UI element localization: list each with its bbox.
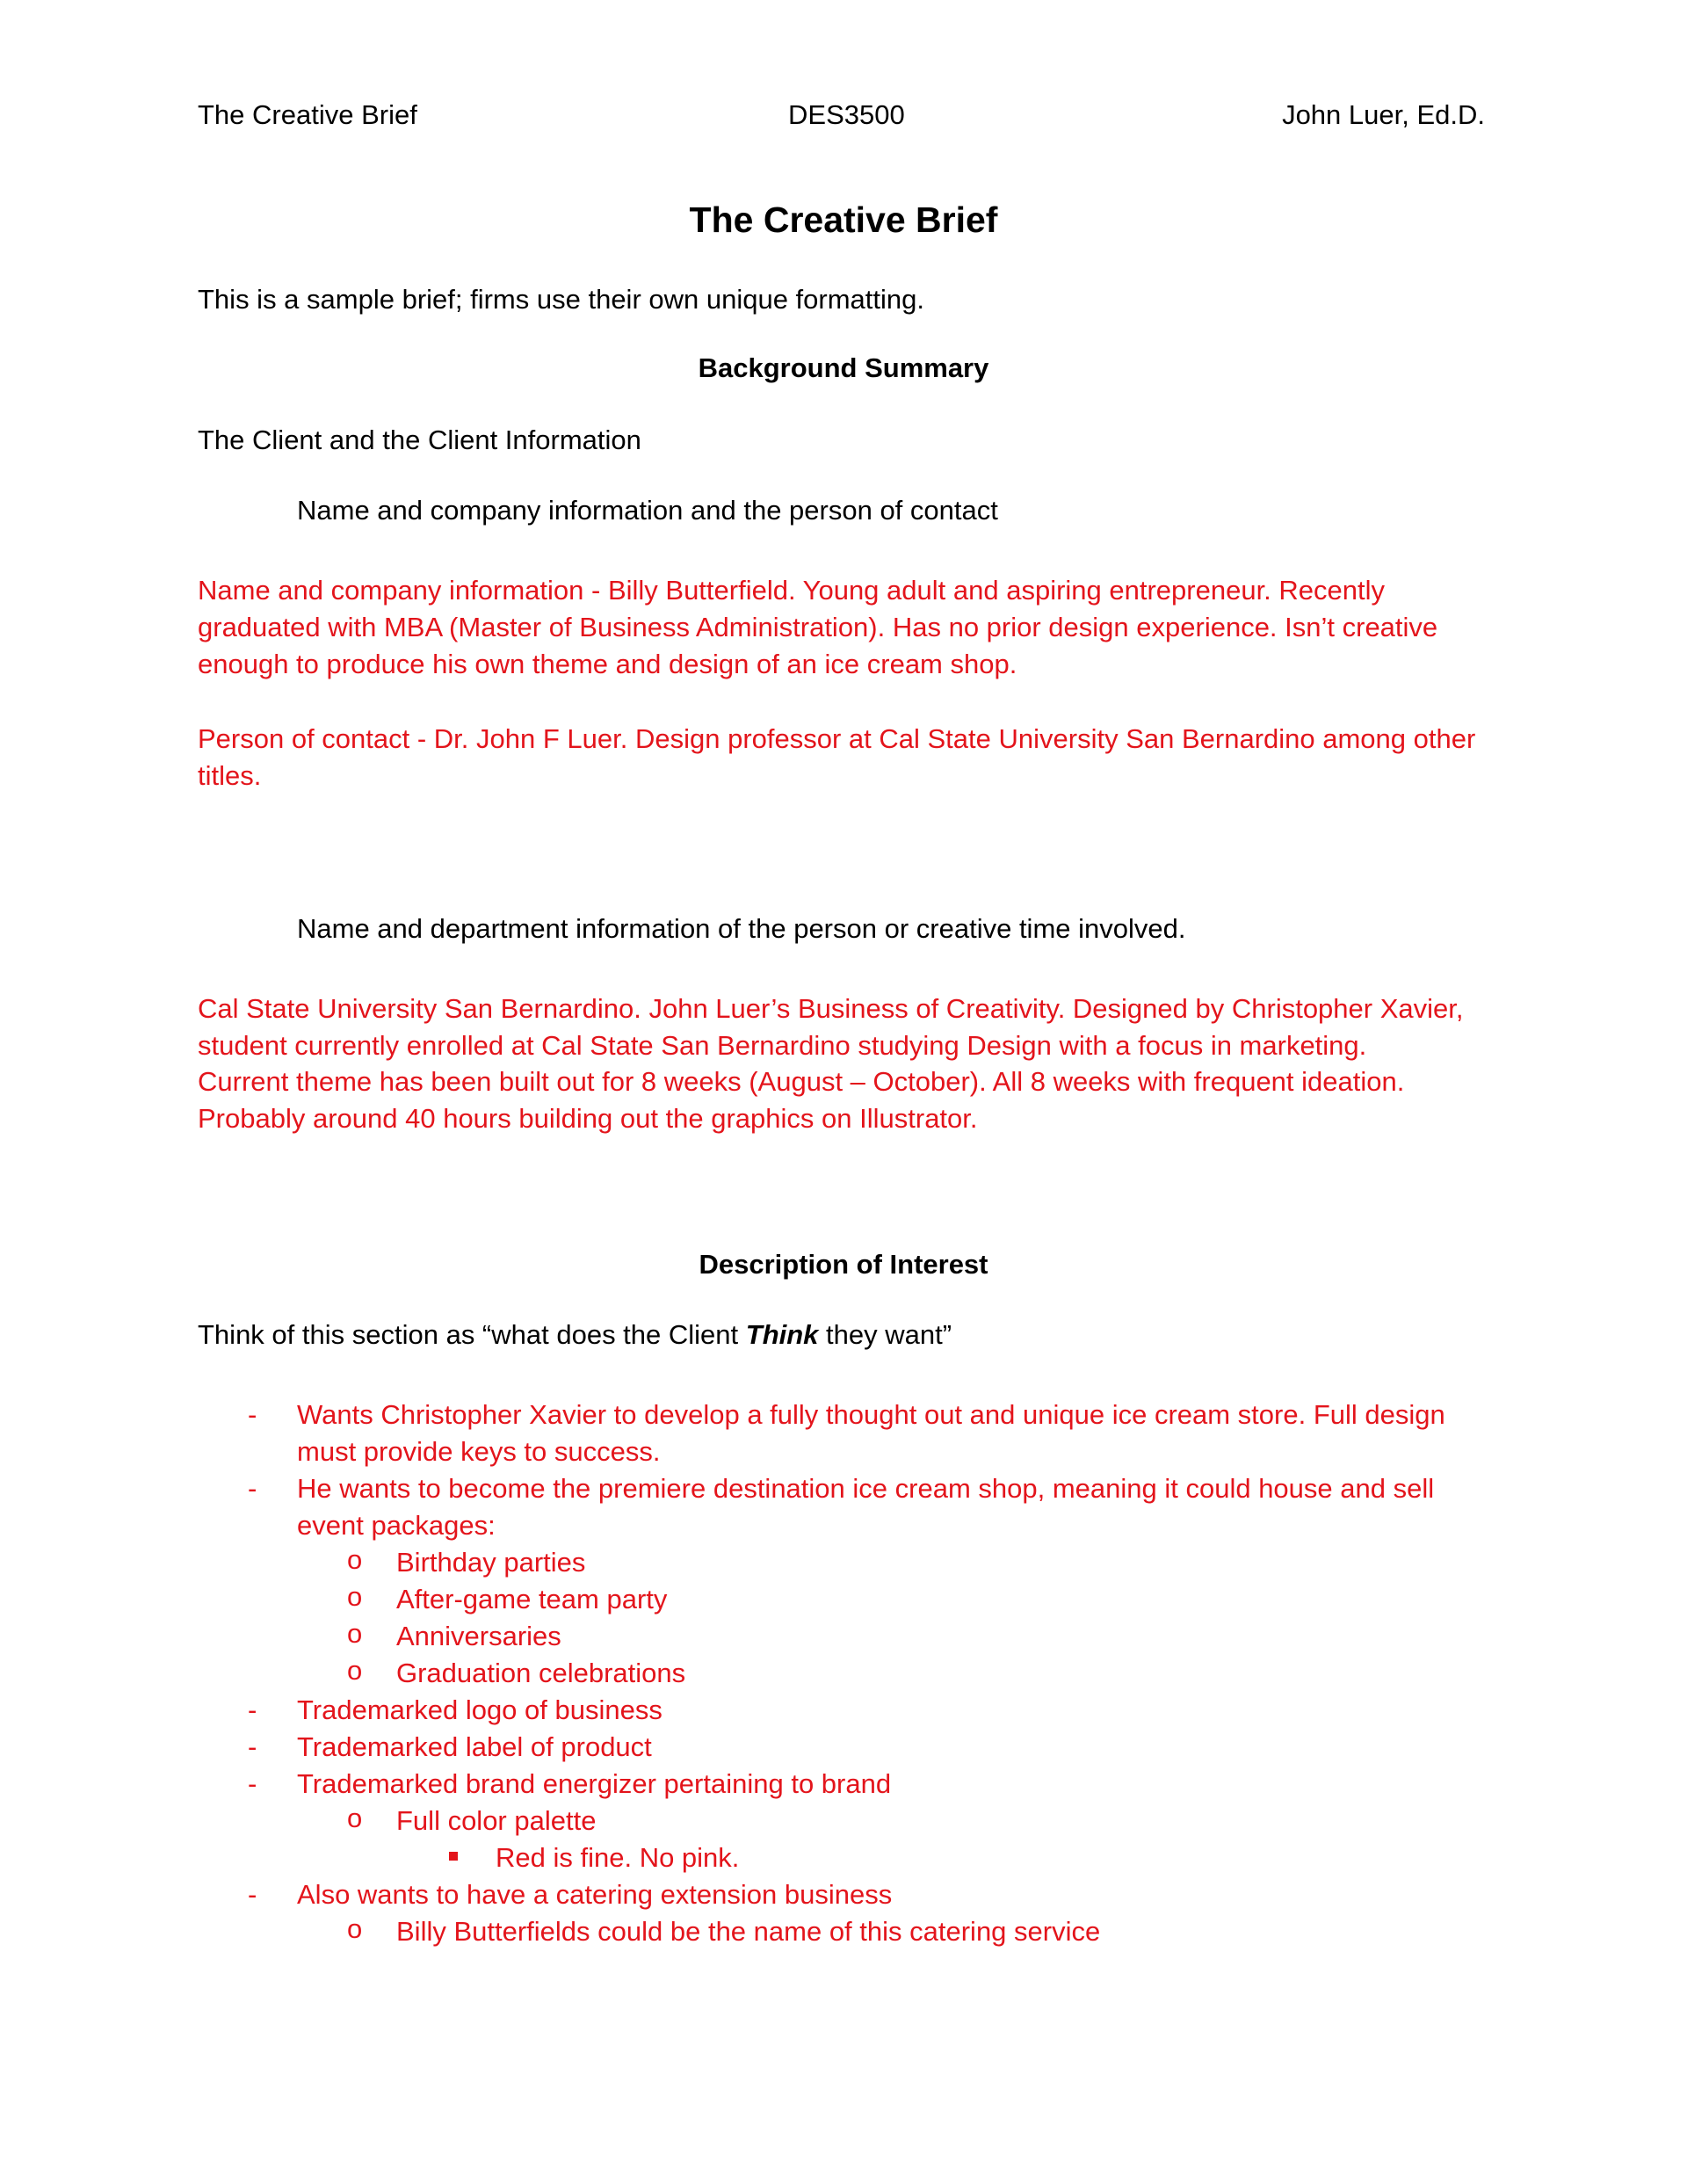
- list-item: Also wants to have a catering extension business: [297, 1879, 893, 1910]
- client-label: The Client and the Client Information: [198, 424, 641, 455]
- list-item: Graduation celebrations: [396, 1658, 686, 1688]
- dash-bullet: -: [248, 1694, 257, 1725]
- header-center: DES3500: [788, 99, 905, 130]
- list-item: Red is fine. No pink.: [496, 1842, 740, 1873]
- square-bullet-icon: [449, 1852, 458, 1861]
- dash-bullet: -: [248, 1768, 257, 1799]
- name-info-line: enough to produce his own theme and design of an ice cream shop.: [198, 649, 1017, 679]
- header-left: The Creative Brief: [198, 99, 417, 130]
- list-item: Anniversaries: [396, 1621, 561, 1651]
- list-item: Trademarked logo of business: [297, 1694, 662, 1725]
- circle-bullet: o: [347, 1655, 363, 1686]
- dash-bullet: -: [248, 1731, 257, 1762]
- dept-line: Probably around 40 hours building out the graphics on Illustrator.: [198, 1103, 978, 1134]
- header-right: John Luer, Ed.D.: [1282, 99, 1485, 130]
- dash-bullet: -: [248, 1473, 257, 1504]
- dept-line: Current theme has been built out for 8 weeks (August – October). All 8 weeks with frequent ideation.: [198, 1066, 1405, 1097]
- name-info-line: graduated with MBA (Master of Business Administration). Has no prior design experience. Isn’t creative: [198, 612, 1438, 642]
- circle-bullet: o: [347, 1913, 363, 1944]
- background-heading: Background Summary: [698, 352, 989, 383]
- name-info-line: Name and company information - Billy Butterfield. Young adult and aspiring entrepreneur. Recently: [198, 575, 1386, 606]
- list-item: He wants to become the premiere destination ice cream shop, meaning it could house and sell: [297, 1473, 1435, 1504]
- circle-bullet: o: [347, 1544, 363, 1575]
- think-emphasis: Think: [745, 1319, 819, 1350]
- list-item: Trademarked brand energizer pertaining to brand: [297, 1768, 892, 1799]
- dash-bullet: -: [248, 1399, 257, 1430]
- contact-line: titles.: [198, 760, 262, 791]
- circle-bullet: o: [347, 1618, 363, 1649]
- list-item: must provide keys to success.: [297, 1436, 661, 1467]
- dept-prompt: Name and department information of the person or creative time involved.: [297, 913, 1186, 944]
- think-post: they want”: [818, 1319, 952, 1350]
- circle-bullet: o: [347, 1803, 363, 1833]
- interest-heading: Description of Interest: [699, 1249, 988, 1280]
- contact-line: Person of contact - Dr. John F Luer. Design professor at Cal State University San Bernardino among other: [198, 723, 1476, 754]
- think-pre: Think of this section as “what does the Client: [198, 1319, 746, 1350]
- dept-line: Cal State University San Bernardino. John Luer’s Business of Creativity. Designed by Christopher Xavier,: [198, 993, 1464, 1024]
- name-prompt: Name and company information and the person of contact: [297, 495, 998, 526]
- list-item: Billy Butterfields could be the name of this catering service: [396, 1916, 1101, 1947]
- dash-bullet: -: [248, 1879, 257, 1910]
- list-item: Birthday parties: [396, 1547, 586, 1578]
- intro-text: This is a sample brief; firms use their own unique formatting.: [198, 284, 925, 315]
- list-item: Full color palette: [396, 1805, 597, 1836]
- list-item: event packages:: [297, 1510, 496, 1541]
- page-title: The Creative Brief: [689, 200, 998, 240]
- list-item: After-game team party: [396, 1584, 668, 1614]
- think-line: [198, 1317, 952, 1353]
- list-item: Wants Christopher Xavier to develop a fully thought out and unique ice cream store. Full design: [297, 1399, 1445, 1430]
- dept-line: student currently enrolled at Cal State San Bernardino studying Design with a focus in marketing.: [198, 1030, 1367, 1061]
- list-item: Trademarked label of product: [297, 1731, 652, 1762]
- circle-bullet: o: [347, 1581, 363, 1612]
